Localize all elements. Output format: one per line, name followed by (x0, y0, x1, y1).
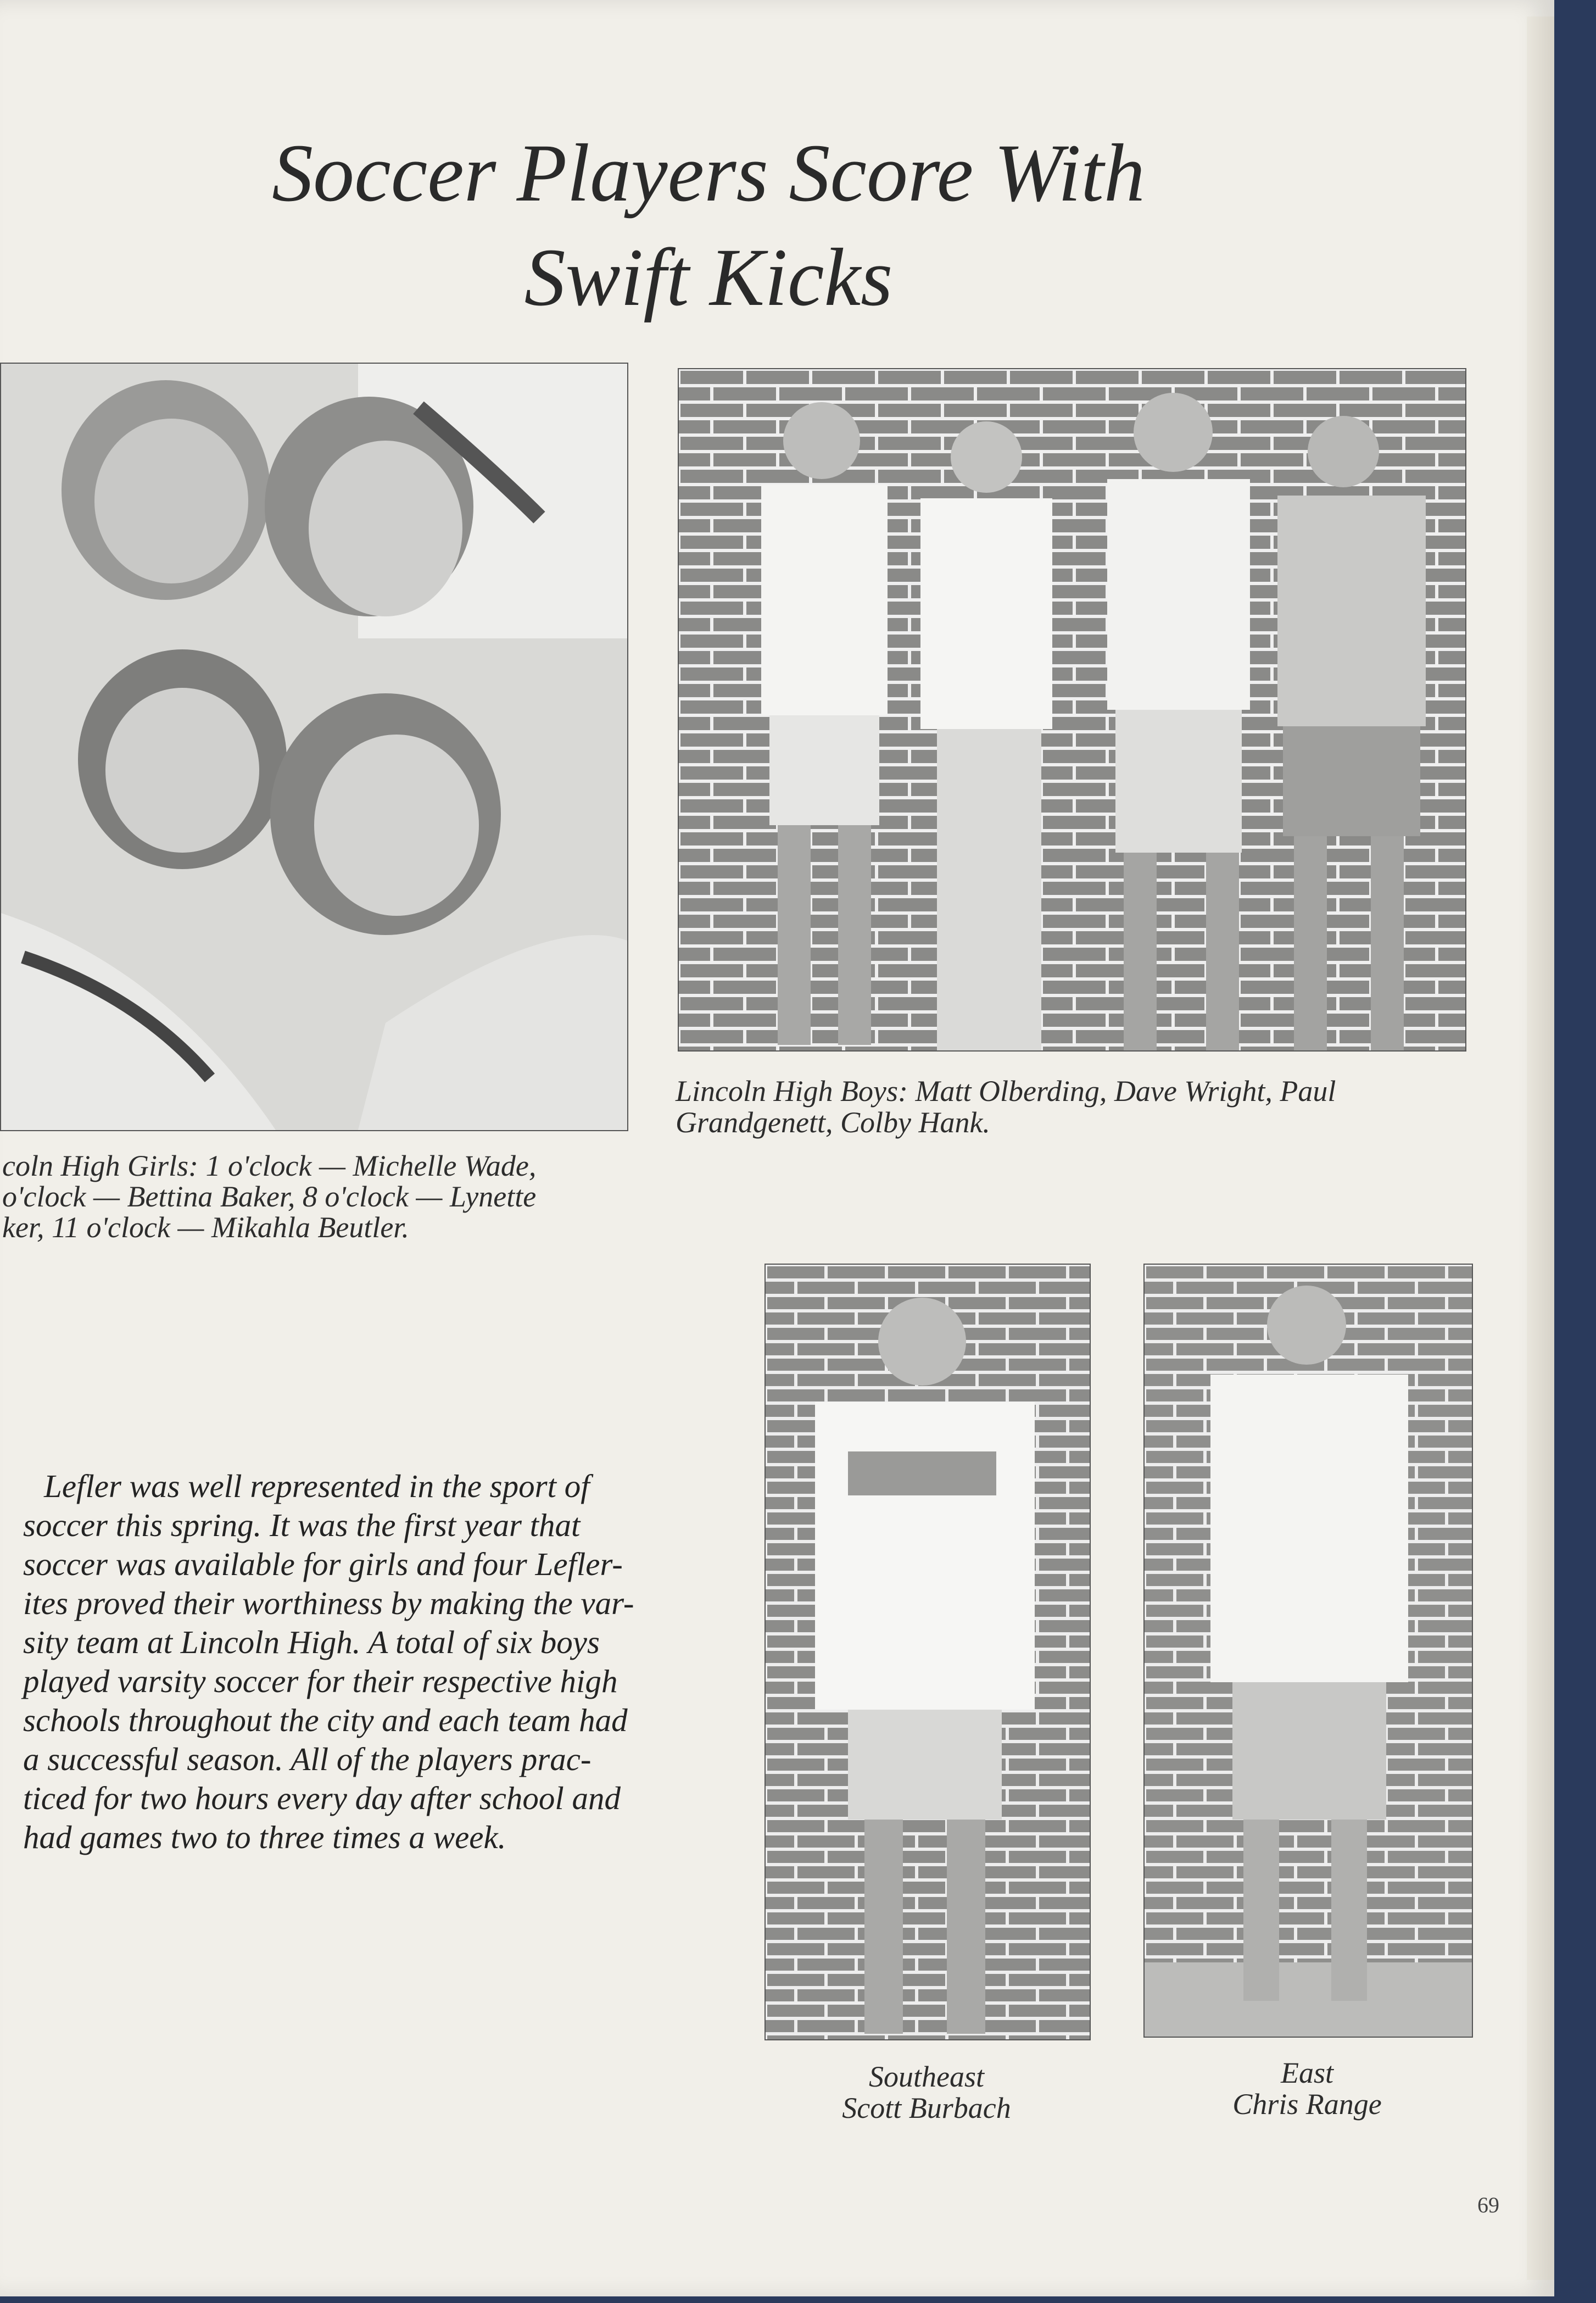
girls-caption (2, 1150, 536, 1243)
article-body (23, 1467, 660, 1857)
article-line: ticed for two hours every day after school and (23, 1780, 621, 1816)
article-line: soccer this spring. It was the first year that (23, 1507, 581, 1543)
boys-team-photo (678, 368, 1466, 1052)
article-line: Lefler was well represented in the sport of (44, 1468, 590, 1504)
girls-team-photo (0, 363, 628, 1131)
caption-line: Chris Range (1232, 2087, 1382, 2121)
caption-line: Grandgenett, Colby Hank. (676, 1105, 990, 1139)
east-player-photo (1143, 1264, 1473, 2038)
article-line: soccer was available for girls and four Lefler- (23, 1546, 623, 1582)
boys-caption (676, 1076, 1336, 1138)
page-title-line-1: Soccer Players Score With (272, 127, 1145, 219)
caption-line: East (1280, 2056, 1333, 2089)
caption-line: o'clock — Bettina Baker, 8 o'clock — Lynette (2, 1180, 537, 1214)
page-edge (1527, 16, 1554, 2280)
caption-line: coln High Girls: 1 o'clock — Michelle Wade, (2, 1149, 537, 1182)
article-line: ites proved their worthiness by making the var- (23, 1585, 634, 1621)
southeast-player-photo (764, 1264, 1091, 2040)
page-title-line-2: Swift Kicks (524, 232, 893, 323)
article-line: sity team at Lincoln High. A total of six boys (23, 1624, 600, 1660)
southeast-caption (764, 2061, 1089, 2123)
article-line: had games two to three times a week. (23, 1819, 506, 1855)
caption-line: ker, 11 o'clock — Mikahla Beutler. (2, 1211, 409, 1244)
caption-line: Southeast (869, 2060, 984, 2093)
caption-line: Scott Burbach (842, 2091, 1011, 2124)
page-number: 69 (1477, 2193, 1499, 2217)
article-line: a successful season. All of the players prac- (23, 1741, 591, 1777)
east-caption (1143, 2057, 1471, 2120)
article-line: played varsity soccer for their respective high (23, 1663, 618, 1699)
caption-line: Lincoln High Boys: Matt Olberding, Dave Wright, Paul (676, 1075, 1336, 1108)
article-line: schools throughout the city and each team had (23, 1702, 628, 1738)
